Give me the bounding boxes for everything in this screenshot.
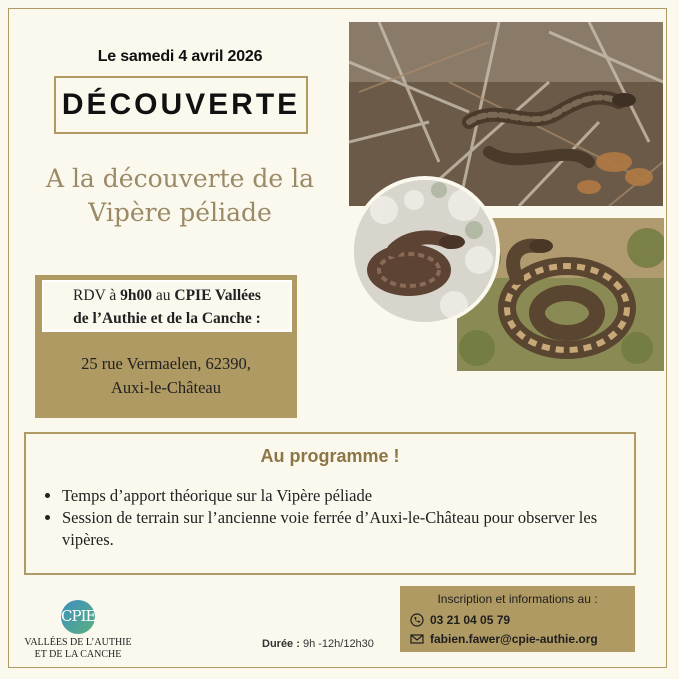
program-item: • Temps d’apport théorique sur la Vipère péliade — [62, 485, 632, 507]
phone-row[interactable] — [410, 613, 510, 627]
logo-emblem — [61, 600, 95, 634]
meeting-address — [35, 352, 297, 400]
email-icon — [410, 632, 424, 646]
duration-value: 9h -12h/12h30 — [299, 638, 374, 650]
meeting-place-1: CPIE Vallées — [174, 287, 261, 304]
program-heading: Au programme ! — [260, 446, 400, 466]
viper-photo-branches — [349, 22, 663, 206]
duration-label: Durée : — [262, 638, 300, 650]
event-title — [20, 162, 340, 230]
contact-heading: Inscription et informations au : — [437, 592, 598, 606]
meeting-time: 9h00 — [120, 287, 152, 304]
cpie-logo — [18, 600, 138, 661]
title-line-1: A la découverte de la — [45, 164, 315, 193]
logo-name — [18, 637, 138, 661]
contact-panel — [400, 586, 635, 652]
meeting-place-2: de l’Authie et de la Canche : — [73, 310, 261, 327]
meeting-heading-box — [42, 280, 292, 332]
logo-name-line-2: ET DE LA CANCHE — [34, 649, 122, 660]
program-box — [24, 432, 636, 575]
phone-icon — [410, 613, 424, 627]
meeting-middle: au — [152, 287, 175, 304]
meeting-line-1 — [44, 284, 290, 307]
phone-number[interactable]: 03 21 04 05 79 — [430, 613, 511, 627]
program-item: • Session de terrain sur l’ancienne voie ferrée d’Auxi-le-Château pour observer les vipères. — [62, 507, 632, 551]
email-row[interactable] — [410, 632, 598, 646]
address-line-2: Auxi-le-Château — [111, 378, 221, 397]
category-label: DÉCOUVERTE — [61, 88, 301, 121]
address-line-1: 25 rue Vermaelen, 62390, — [81, 354, 251, 373]
email-address[interactable]: fabien.fawer@cpie-authie.org — [430, 632, 598, 646]
logo-letters: CPIE — [61, 607, 96, 625]
logo-name-line-1: VALLÉES DE L’AUTHIE — [24, 637, 132, 648]
event-date: Le samedi 4 avril 2026 — [97, 48, 263, 65]
meeting-prefix: RDV à — [73, 287, 121, 304]
program-list — [42, 485, 632, 551]
title-line-2: Vipère péliade — [88, 198, 272, 227]
category-box — [54, 76, 308, 134]
meeting-line-2 — [44, 307, 290, 330]
viper-photo-circle — [350, 176, 500, 326]
duration — [262, 638, 374, 650]
